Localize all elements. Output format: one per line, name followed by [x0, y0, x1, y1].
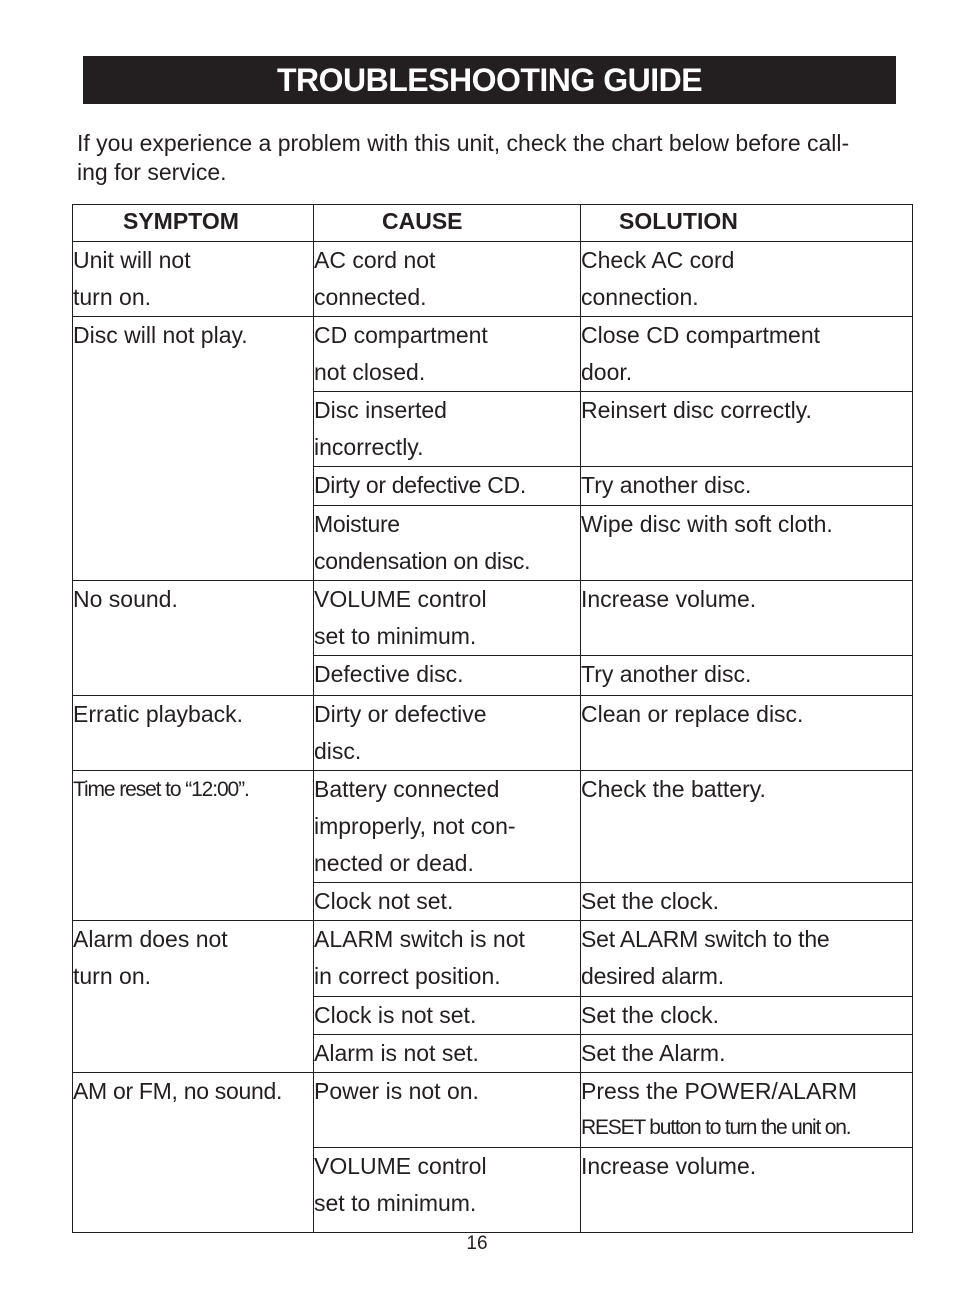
page-title: TROUBLESHOOTING GUIDE — [276, 61, 703, 98]
solution-text: Set the Alarm. — [581, 1040, 726, 1066]
cause-cell — [314, 771, 581, 883]
cause-text: Power is not on. — [314, 1078, 479, 1104]
cause-cell — [314, 656, 581, 696]
solution-cell — [581, 656, 913, 696]
table-row — [73, 317, 913, 392]
solution-cell — [581, 317, 913, 392]
solution-text: Check the battery. — [581, 776, 766, 802]
cause-text: Dirty or defective CD. — [314, 472, 526, 498]
symptom-text: AM or FM, no sound. — [73, 1078, 283, 1104]
solution-text: Check AC cord connection. — [581, 247, 735, 310]
cause-text: VOLUME control set to minimum. — [314, 1153, 487, 1216]
header-cause: CAUSE — [314, 205, 581, 242]
solution-cell — [581, 392, 913, 467]
symptom-text: Disc will not play. — [73, 322, 248, 348]
symptom-cell — [73, 317, 314, 581]
troubleshooting-table — [72, 204, 913, 1233]
solution-cell — [581, 921, 913, 997]
solution-text: Clean or replace disc. — [581, 701, 804, 727]
cause-cell — [314, 921, 581, 997]
symptom-text: No sound. — [73, 586, 178, 612]
cause-text: Battery connected improperly, not con- nected or dead. — [314, 776, 516, 876]
solution-cell — [581, 696, 913, 771]
cause-text: VOLUME control set to minimum. — [314, 586, 487, 649]
cause-text: Defective disc. — [314, 661, 464, 687]
solution-text: Set the clock. — [581, 1002, 720, 1028]
solution-text: Try another disc. — [581, 661, 752, 687]
intro-text: If you experience a problem with this unit, check the chart below before call- ing for service. — [77, 130, 850, 185]
page-number: 16 — [466, 1233, 488, 1254]
solution-text: Press the POWER/ALARM — [581, 1078, 858, 1104]
cause-text: Clock is not set. — [314, 1002, 477, 1028]
symptom-cell — [73, 242, 314, 317]
solution-text: Increase volume. — [581, 586, 757, 612]
table-row — [73, 921, 913, 997]
symptom-cell — [73, 921, 314, 1073]
cause-text: CD compartment not closed. — [314, 322, 488, 385]
solution-text: Set the clock. — [581, 888, 720, 914]
cause-text: Clock not set. — [314, 888, 454, 914]
solution-cell — [581, 506, 913, 581]
solution-text: Close CD compartment door. — [581, 322, 821, 385]
cause-cell — [314, 696, 581, 771]
symptom-cell — [73, 1073, 314, 1233]
cause-cell — [314, 1148, 581, 1233]
cause-cell — [314, 581, 581, 656]
cause-cell — [314, 1035, 581, 1073]
solution-text: Reinsert disc correctly. — [581, 397, 812, 423]
solution-cell — [581, 467, 913, 506]
cause-text: Disc inserted incorrectly. — [314, 397, 447, 460]
solution-cell — [581, 1148, 913, 1233]
symptom-text: Unit will not turn on. — [73, 247, 191, 310]
header-row — [73, 205, 913, 242]
solution-text-cont: RESET button to turn the unit on. — [581, 1116, 851, 1139]
table-row — [73, 771, 913, 883]
table-row — [73, 242, 913, 317]
solution-cell — [581, 1073, 913, 1148]
solution-cell — [581, 242, 913, 317]
cause-cell — [314, 997, 581, 1035]
symptom-cell — [73, 581, 314, 696]
solution-cell — [581, 1035, 913, 1073]
symptom-text: Alarm does not turn on. — [73, 926, 228, 989]
cause-text: AC cord not connected. — [314, 247, 436, 310]
table-row — [73, 1073, 913, 1148]
table-row — [73, 581, 913, 656]
cause-cell — [314, 467, 581, 506]
solution-text: Increase volume. — [581, 1153, 757, 1179]
cause-text: Alarm is not set. — [314, 1040, 479, 1066]
title-bar — [83, 56, 896, 104]
symptom-text: Erratic playback. — [73, 701, 244, 727]
solution-cell — [581, 581, 913, 656]
cause-cell — [314, 1073, 581, 1148]
cause-cell — [314, 242, 581, 317]
cause-text: Dirty or defective disc. — [314, 701, 487, 764]
header-solution: SOLUTION — [581, 205, 913, 242]
solution-cell — [581, 997, 913, 1035]
table-row — [73, 696, 913, 771]
header-symptom: SYMPTOM — [73, 205, 314, 242]
solution-text: Set ALARM switch to the desired alarm. — [581, 926, 830, 989]
solution-cell — [581, 883, 913, 921]
cause-text: ALARM switch is not in correct position. — [314, 926, 525, 989]
cause-cell — [314, 506, 581, 581]
cause-cell — [314, 317, 581, 392]
solution-text: Try another disc. — [581, 472, 752, 498]
symptom-text: Time reset to “12:00”. — [73, 778, 249, 801]
solution-cell — [581, 771, 913, 883]
symptom-cell — [73, 771, 314, 921]
solution-text: Wipe disc with soft cloth. — [581, 511, 833, 537]
cause-cell — [314, 883, 581, 921]
cause-cell — [314, 392, 581, 467]
symptom-cell — [73, 696, 314, 771]
cause-text: Moisture condensation on disc. — [314, 511, 531, 574]
